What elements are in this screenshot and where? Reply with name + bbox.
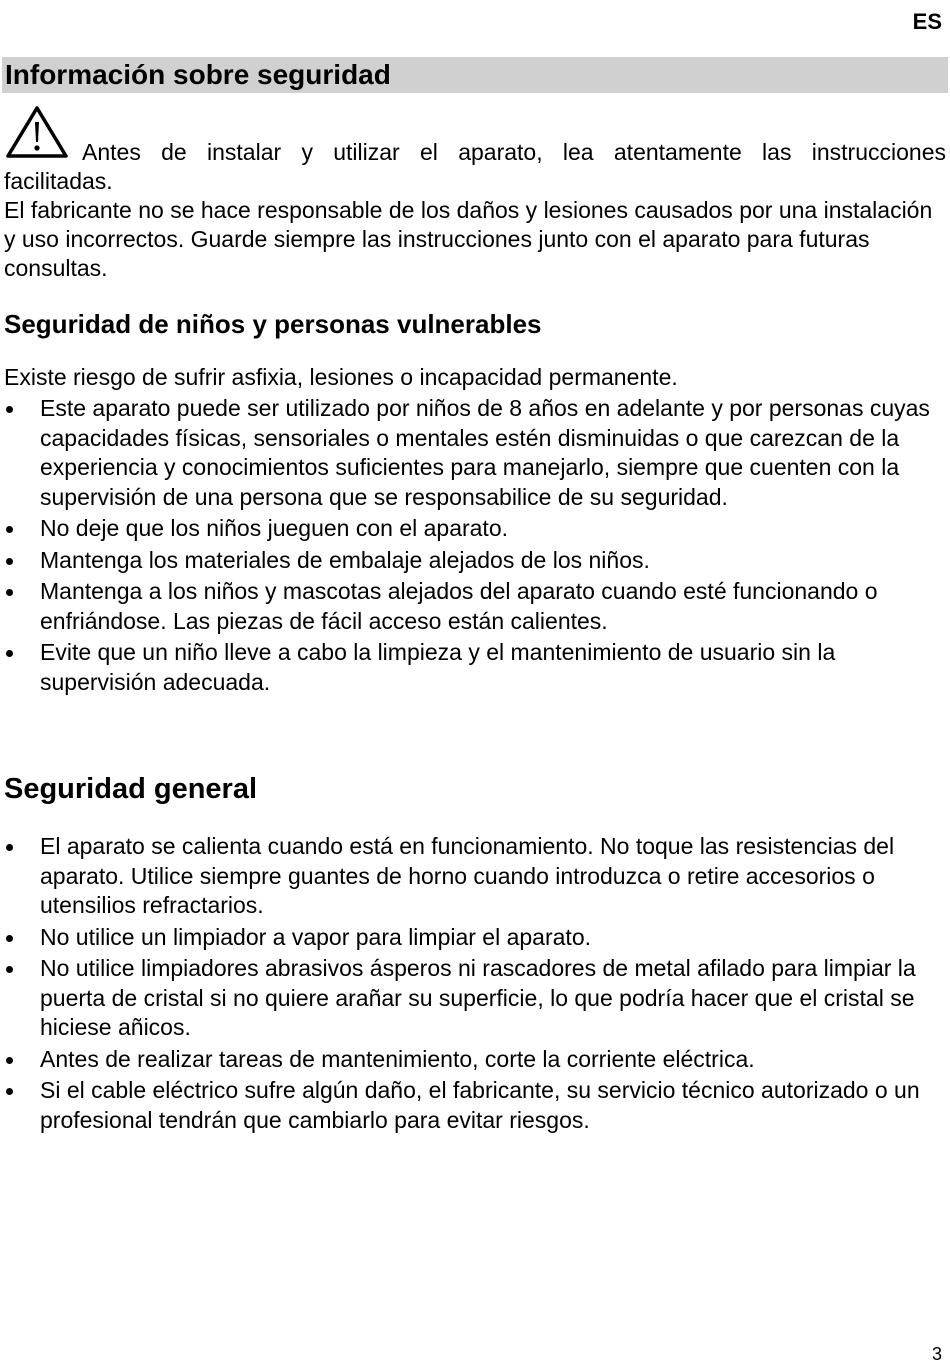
list-item xyxy=(0,638,946,697)
bullet-icon xyxy=(6,526,13,533)
list-item xyxy=(0,923,946,953)
page-number: 3 xyxy=(931,1344,942,1364)
list-item xyxy=(0,1076,946,1135)
list-item-text: Este aparato puede ser utilizado por niños de 8 años en adelante y por personas cuyas capacidades físicas, sensoriales o mentales estén disminuidas o que carezcan de la experiencia y conocimientos suficientes para manejarlo, siempre que cuenten con la supervisión de una persona que se responsabilice de su seguridad. xyxy=(40,395,930,510)
bullet-icon xyxy=(6,406,13,413)
list-item xyxy=(0,514,946,544)
section-heading-general: Seguridad general xyxy=(4,773,258,805)
intro-line-2: facilitadas. xyxy=(4,168,113,194)
section-heading-children: Seguridad de niños y personas vulnerables xyxy=(4,309,542,339)
list-item-text: Si el cable eléctrico sufre algún daño, el fabricante, su servicio técnico autorizado o un profesional tendrán que cambiarlo para evitar riesgos. xyxy=(40,1077,920,1133)
intro-block xyxy=(4,104,946,283)
bullet-icon xyxy=(6,650,13,657)
list-item xyxy=(0,1045,946,1075)
bullet-icon xyxy=(6,844,13,851)
bullet-icon xyxy=(6,1088,13,1095)
bullet-icon xyxy=(6,558,13,565)
list-item-text: El aparato se calienta cuando está en funcionamiento. No toque las resistencias del aparato. Utilice siempre guantes de horno cuando introduzca o retire accesorios o utensilios refractarios. xyxy=(40,833,895,918)
bullet-icon xyxy=(6,966,13,973)
bullet-icon xyxy=(6,935,13,942)
list-item-text: No utilice un limpiador a vapor para limpiar el aparato. xyxy=(40,923,592,950)
intro-first-line xyxy=(4,104,946,167)
language-code: ES xyxy=(912,9,942,34)
risk-statement: Existe riesgo de sufrir asfixia, lesiones o incapacidad permanente. xyxy=(4,364,678,390)
title-bar xyxy=(2,57,948,93)
bullet-icon xyxy=(6,589,13,596)
list-item-text: Mantenga los materiales de embalaje alejados de los niños. xyxy=(40,546,650,573)
list-item-text: Antes de realizar tareas de mantenimiento, corte la corriente eléctrica. xyxy=(40,1045,755,1072)
page-title: Información sobre seguridad xyxy=(5,59,391,90)
list-item xyxy=(0,832,946,921)
children-safety-list xyxy=(0,394,946,699)
list-item xyxy=(0,577,946,636)
list-item xyxy=(0,546,946,576)
list-item-text: Mantenga a los niños y mascotas alejados del aparato cuando esté funcionando o enfriándose. Las piezas de fácil acceso están calientes. xyxy=(40,578,878,634)
warning-triangle-icon xyxy=(4,104,70,160)
intro-paragraph: El fabricante no se hace responsable de los daños y lesiones causados por una instalación y uso incorrectos. Guarde siempre las instrucciones junto con el aparato para futuras consultas. xyxy=(4,197,933,281)
intro-line-1: Antes de instalar y utilizar el aparato, lea atentamente las instrucciones xyxy=(82,139,946,165)
list-item-text: Evite que un niño lleve a cabo la limpieza y el mantenimiento de usuario sin la supervisión adecuada. xyxy=(40,639,836,695)
list-item xyxy=(0,394,946,512)
list-item-text: No deje que los niños jueguen con el aparato. xyxy=(40,515,509,541)
bullet-icon xyxy=(6,1057,13,1064)
list-item xyxy=(0,954,946,1043)
general-safety-list xyxy=(0,832,946,1137)
list-item-text: No utilice limpiadores abrasivos ásperos ni rascadores de metal afilado para limpiar la puerta de cristal si no quiere arañar su superficie, lo que podría hacer que el cristal se hiciese añicos. xyxy=(40,955,916,1040)
